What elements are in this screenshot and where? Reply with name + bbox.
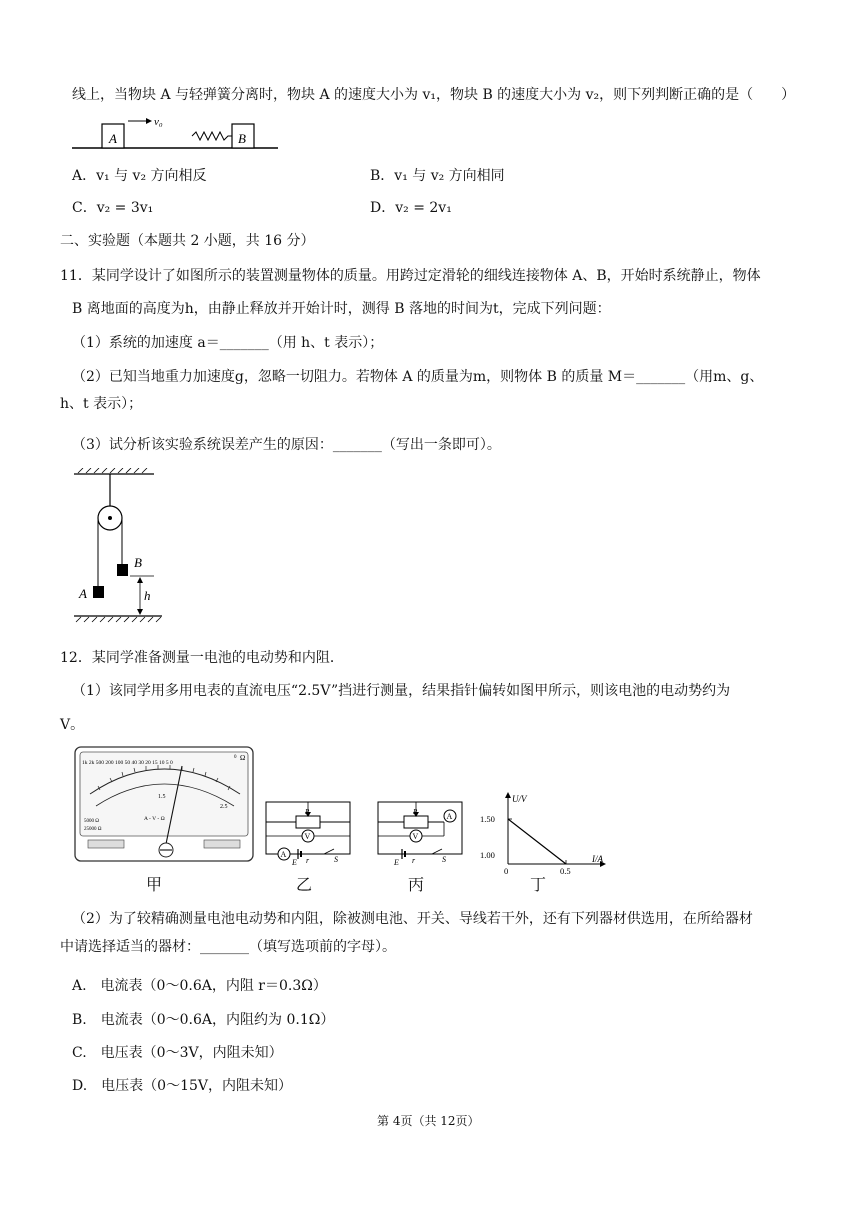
q12-option-b: B. 电流表（0～0.6A，内阻约为 0.1Ω） (72, 1012, 335, 1028)
yi-s: S (334, 855, 338, 864)
q11-stem-2: B 离地面的高度为h，由静止释放并开始计时，测得 B 落地的时间为t，完成下列问题： (72, 301, 611, 317)
q12-option-a: A. 电流表（0～0.6A，内阻 r＝0.3Ω） (72, 978, 327, 994)
q12-option-c: C. 电压表（0～3V，内阻未知） (72, 1045, 283, 1061)
bing-a: A (446, 812, 453, 821)
q11-part1: （1）系统的加速度 a＝_______（用 h、t 表示）； (72, 335, 384, 351)
graph-ding (478, 788, 614, 876)
q10-option-c: C．v₂ = 3v₁ (72, 200, 154, 216)
q10-option-a: A．v₁ 与 v₂ 方向相反 (72, 168, 207, 184)
q10-option-b: B．v₁ 与 v₂ 方向相同 (370, 168, 505, 184)
multimeter-figure (74, 746, 256, 864)
meter-scale-top: 1k 2k 500 200 100 50 40 30 20 15 10 5 0 (82, 760, 173, 766)
meter-2-5: 2.5 (220, 804, 228, 810)
fig-label-bing: 丙 (408, 875, 425, 894)
q11-part2-2: h、t 表示）； (60, 396, 143, 412)
graph-line (508, 819, 566, 864)
label-b: B (134, 555, 142, 570)
q12-part2-1: （2）为了较精确测量电池电动势和内阻，除被测电池、开关、导线若干外，还有下列器材供选用，在所给器材 (72, 911, 753, 927)
velocity-label: v₀ (154, 116, 163, 128)
graph-ylabel: U/V (512, 794, 527, 804)
bing-v: V (412, 832, 419, 841)
yi-p: P (305, 808, 310, 816)
meter-5000: 5000 Ω (84, 819, 99, 824)
bing-s: S (442, 855, 446, 864)
section-title: 二、实验题（本题共 2 小题，共 16 分） (60, 233, 315, 249)
q12-part2-2: 中请选择适当的器材：_______（填写选项前的字母）。 (60, 939, 396, 955)
meter-1-5: 1.5 (158, 794, 166, 800)
graph-x0: 0 (504, 866, 509, 876)
graph-ybottom: 1.00 (480, 850, 495, 860)
spring (192, 132, 232, 140)
q11-part2-1: （2）已知当地重力加速度g，忽略一切阻力。若物体 A 的质量为m，则物体 B 的质量 M＝_______（用m、g、 (72, 369, 764, 385)
yi-r: r (306, 856, 310, 865)
bing-r: r (412, 856, 416, 865)
q10-text: 线上，当物块 A 与轻弹簧分离时，物块 A 的速度大小为 v₁，物块 B 的速度大小为 v₂，则下列判断正确的是（ ） (72, 87, 796, 103)
bing-e: E (394, 858, 399, 866)
graph-ytop: 1.50 (480, 814, 495, 824)
fig-label-ding: 丁 (530, 875, 547, 894)
q12-stem: 12．某同学准备测量一电池的电动势和内阻． (60, 650, 344, 666)
block-a (93, 586, 104, 598)
block-b (117, 564, 128, 576)
q10-option-d: D．v₂ = 2v₁ (370, 200, 452, 216)
fig-label-yi: 乙 (296, 875, 313, 894)
q11-stem-1: 11．某同学设计了如图所示的装置测量物体的质量。用跨过定滑轮的细线连接物体 A、B，开始时系统静止，物体 (60, 268, 761, 284)
q12-part1-2: V。 (60, 717, 85, 733)
graph-xend: 0.5 (560, 866, 571, 876)
label-a: A (79, 586, 87, 601)
block-a-label: A (109, 131, 117, 146)
meter-0: 0 (234, 755, 237, 760)
page-footer: 第 4页（共 12页） (377, 1114, 480, 1128)
yi-e: E (292, 858, 297, 866)
label-h: h (144, 588, 151, 603)
q11-figure (72, 468, 168, 634)
circuit-bing (374, 796, 466, 866)
block-b-label: B (238, 131, 246, 146)
graph-xlabel: I/A (592, 854, 603, 864)
yi-v: V (304, 832, 311, 841)
q12-part1-1: （1）该同学用多用电表的直流电压“2.5V”挡进行测量，结果指针偏转如图甲所示，则该电池的电动势约为 (72, 683, 731, 699)
q12-option-d: D. 电压表（0～15V，内阻未知） (72, 1078, 293, 1094)
meter-avw: A - V - Ω (144, 816, 165, 822)
fig-label-jia: 甲 (146, 875, 163, 894)
meter-omega: Ω (240, 754, 246, 762)
meter-25000: 25000 Ω (84, 827, 102, 832)
yi-a: A (280, 850, 287, 859)
bing-p: P (413, 808, 418, 816)
q11-part3: （3）试分析该实验系统误差产生的原因：_______（写出一条即可）。 (72, 437, 501, 453)
q10-figure (72, 112, 282, 154)
circuit-yi (262, 796, 354, 866)
